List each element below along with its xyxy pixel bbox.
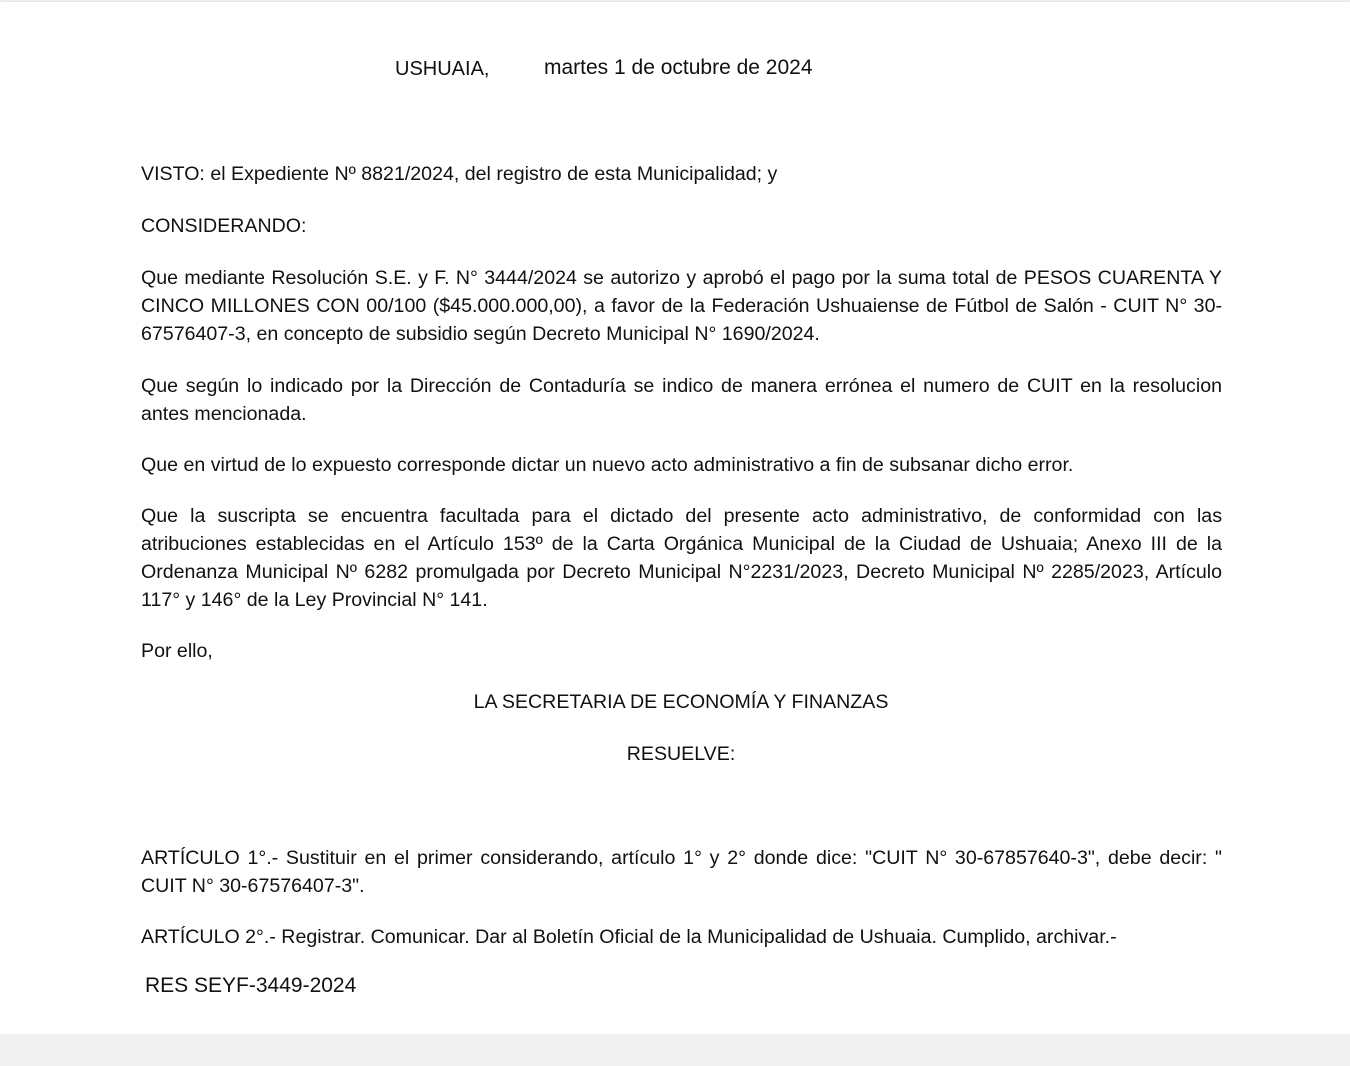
resolution-number: RES SEYF-3449-2024: [145, 974, 357, 997]
considerando-paragraph-2: Que según lo indicado por la Dirección de Contaduría se indico de manera errónea el numero de CUIT en la resolucion antes mencionada.: [141, 375, 1222, 425]
visto-paragraph: VISTO: el Expediente Nº 8821/2024, del registro de esta Municipalidad; y: [141, 163, 778, 185]
considerando-paragraph-3: Que en virtud de lo expuesto corresponde dictar un nuevo acto administrativo a fin de subsanar dicho error.: [141, 454, 1074, 476]
document-header: [0, 58, 1350, 84]
articulo-1: ARTÍCULO 1°.- Sustituir en el primer considerando, artículo 1° y 2° donde dice: "CUIT N° 30-67857640-3", debe decir: " CUIT N° 30-67576407-3".: [141, 847, 1222, 897]
authority-title: LA SECRETARIA DE ECONOMÍA Y FINANZAS: [473, 691, 889, 713]
articulo-2: ARTÍCULO 2°.- Registrar. Comunicar. Dar al Boletín Oficial de la Municipalidad de Ushuaia. Cumplido, archivar.-: [141, 926, 1117, 948]
considerando-paragraph-1: Que mediante Resolución S.E. y F. N° 3444/2024 se autorizo y aprobó el pago por la suma total de PESOS CUARENTA Y CINCO MILLONES CON 00/100 ($45.000.000,00), a favor de la Federación Ushuaiense de Fútbol de Salón - CUIT N° 30-67576407-3, en concepto de subsidio según Decreto Municipal N° 1690/2024.: [141, 267, 1222, 345]
document-page: [0, 2, 1350, 1034]
considerando-heading: CONSIDERANDO:: [141, 215, 307, 237]
date-label: martes 1 de octubre de 2024: [544, 56, 813, 79]
resuelve-title: RESUELVE:: [626, 743, 736, 765]
por-ello-text: Por ello,: [141, 640, 213, 662]
city-label: USHUAIA,: [395, 58, 490, 80]
considerando-paragraph-4: Que la suscripta se encuentra facultada para el dictado del presente acto administrativo, de conformidad con las atribuciones establecidas en el Artículo 153º de la Carta Orgánica Municipal de la Ciudad de Ushuaia; Anexo III de la Ordenanza Municipal Nº 6282 promulgada por Decreto Municipal N°2231/2023, Decreto Municipal Nº 2285/2023, Artículo 117° y 146° de la Ley Provincial N° 141.: [141, 505, 1222, 611]
page-gap: [0, 1034, 1350, 1066]
